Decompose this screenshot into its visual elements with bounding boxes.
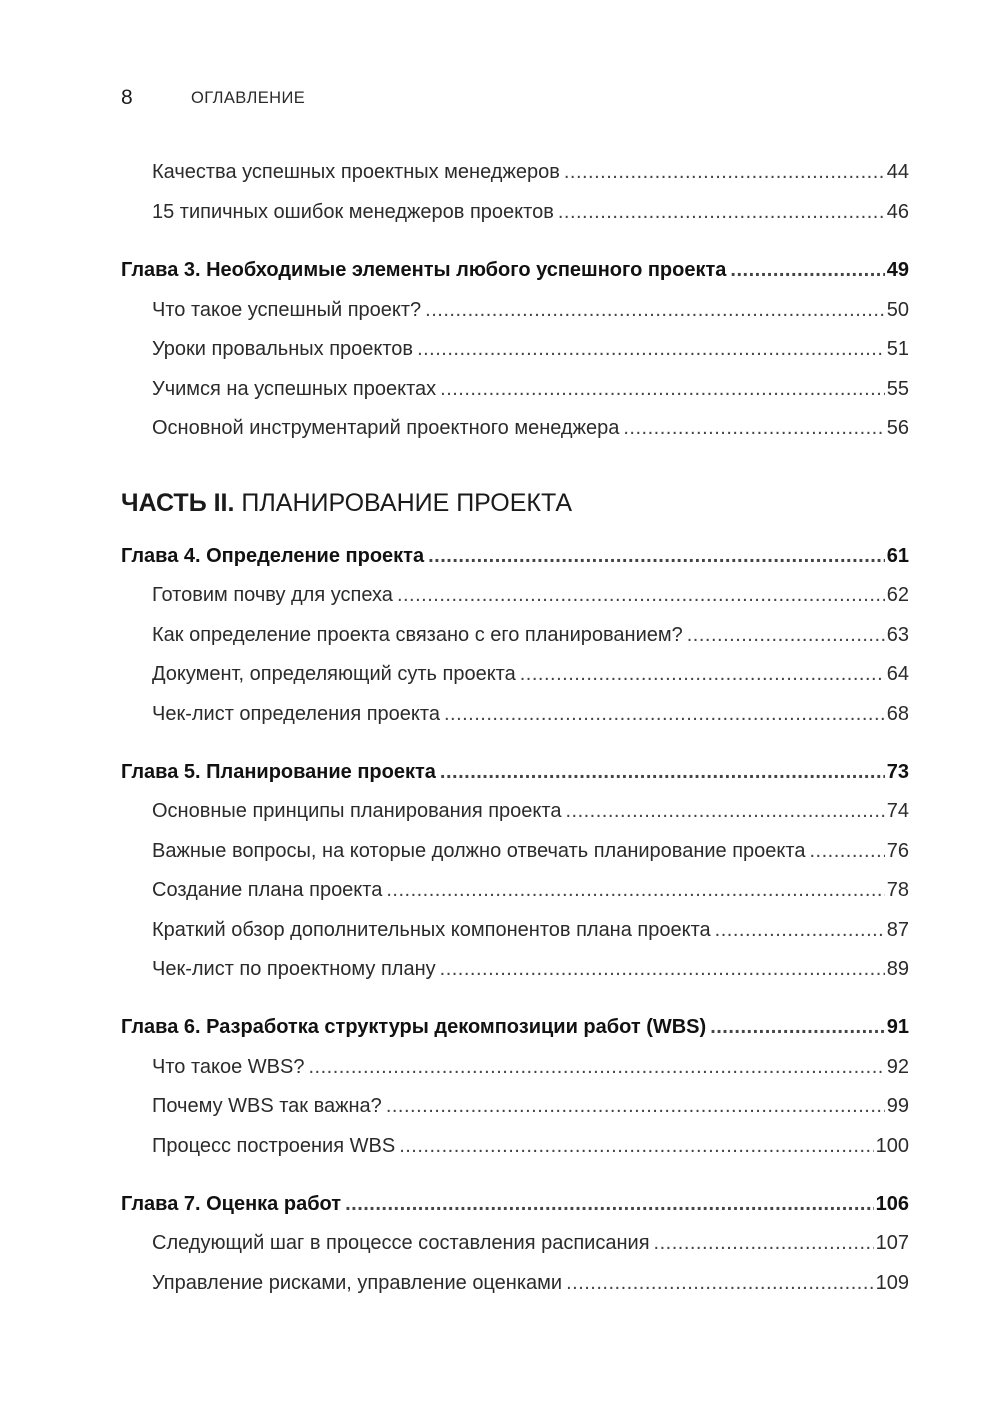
toc-entry-page: 61	[886, 545, 909, 567]
toc-section-entry	[121, 581, 909, 609]
toc-section-entry	[121, 414, 909, 442]
toc-entry-title: Документ, определяющий суть проекта	[152, 663, 516, 685]
dot-leader	[710, 1013, 885, 1041]
toc-section-entry	[121, 660, 909, 688]
toc-chapter-entry	[121, 542, 909, 570]
dot-leader	[397, 581, 885, 609]
toc-entry-title: Краткий обзор дополнительных компонентов плана проекта	[152, 919, 711, 941]
toc-entry-page: 76	[886, 840, 909, 862]
toc-section-entry	[121, 198, 909, 226]
toc-entry-page: 78	[886, 879, 909, 901]
toc-entry-page: 92	[886, 1056, 909, 1078]
toc-section-entry	[121, 955, 909, 983]
toc-entry-title: Следующий шаг в процессе составления расписания	[152, 1232, 650, 1254]
dot-leader	[444, 700, 885, 728]
toc-section-entry	[121, 837, 909, 865]
dot-leader	[428, 542, 885, 570]
toc-entry-page: 109	[875, 1272, 909, 1294]
toc-section-entry	[121, 335, 909, 363]
dot-leader	[558, 198, 885, 226]
toc-entry-title: Процесс построения WBS	[152, 1135, 396, 1157]
toc-entry-title: Качества успешных проектных менеджеров	[152, 161, 560, 183]
toc-chapter-entry	[121, 1190, 909, 1218]
dot-leader	[440, 955, 885, 983]
toc-section-entry	[121, 1229, 909, 1257]
toc-entry-title: Глава 4. Определение проекта	[121, 545, 425, 567]
dot-leader	[565, 797, 884, 825]
dot-leader	[386, 1092, 885, 1120]
toc-section-entry	[121, 621, 909, 649]
running-head	[121, 86, 910, 114]
toc-entry-title: 15 типичных ошибок менеджеров проектов	[152, 201, 554, 223]
toc-entry-page: 89	[886, 958, 909, 980]
toc-section-entry	[121, 1269, 909, 1297]
dot-leader	[715, 916, 885, 944]
toc-entry-page: 74	[886, 800, 909, 822]
part-heading	[121, 487, 572, 519]
toc-chapter-entry	[121, 1013, 909, 1041]
toc-entry-page: 51	[886, 338, 909, 360]
toc-entry-title: Чек-лист по проектному плану	[152, 958, 436, 980]
toc-section-entry	[121, 1092, 909, 1120]
dot-leader	[730, 256, 884, 284]
dot-leader	[623, 414, 884, 442]
toc-entry-page: 68	[886, 703, 909, 725]
toc-entry-page: 99	[886, 1095, 909, 1117]
toc-entry-title: Что такое WBS?	[152, 1056, 305, 1078]
toc-entry-page: 56	[886, 417, 909, 439]
part-title: ПЛАНИРОВАНИЕ ПРОЕКТА	[241, 489, 573, 517]
dot-leader	[345, 1190, 874, 1218]
toc-entry-page: 87	[886, 919, 909, 941]
dot-leader	[809, 837, 884, 865]
dot-leader	[308, 1053, 884, 1081]
dot-leader	[440, 758, 885, 786]
toc-entry-title: Как определение проекта связано с его планированием?	[152, 624, 683, 646]
toc-chapter-entry	[121, 758, 909, 786]
toc-entry-title: Глава 7. Оценка работ	[121, 1193, 342, 1215]
toc-entry-page: 91	[886, 1016, 909, 1038]
toc-entry-page: 46	[886, 201, 909, 223]
toc-section-entry	[121, 876, 909, 904]
toc-entry-title: Важные вопросы, на которые должно отвечать планирование проекта	[152, 840, 806, 862]
toc-entry-page: 62	[886, 584, 909, 606]
dot-leader	[399, 1132, 873, 1160]
toc-section-entry	[121, 916, 909, 944]
toc-entry-page: 106	[875, 1193, 909, 1215]
toc-entry-page: 55	[886, 378, 909, 400]
toc-entry-title: Создание плана проекта	[152, 879, 383, 901]
dot-leader	[654, 1229, 874, 1257]
running-head-title: ОГЛАВЛЕНИЕ	[191, 89, 306, 107]
toc-section-entry	[121, 700, 909, 728]
toc-entry-title: Чек-лист определения проекта	[152, 703, 440, 725]
dot-leader	[564, 158, 885, 186]
toc-entry-page: 64	[886, 663, 909, 685]
toc-section-entry	[121, 375, 909, 403]
toc-entry-title: Глава 3. Необходимые элементы любого успешного проекта	[121, 259, 727, 281]
dot-leader	[425, 296, 885, 324]
dot-leader	[566, 1269, 874, 1297]
dot-leader	[520, 660, 885, 688]
toc-entry-title: Почему WBS так важна?	[152, 1095, 382, 1117]
toc-entry-page: 107	[875, 1232, 909, 1254]
toc-entry-title: Учимся на успешных проектах	[152, 378, 437, 400]
toc-entry-title: Основной инструментарий проектного менеджера	[152, 417, 620, 439]
toc-entry-page: 50	[886, 299, 909, 321]
dot-leader	[417, 335, 885, 363]
toc-entry-title: Что такое успешный проект?	[152, 299, 422, 321]
dot-leader	[386, 876, 884, 904]
toc-section-entry	[121, 1132, 909, 1160]
toc-section-entry	[121, 296, 909, 324]
dot-leader	[687, 621, 885, 649]
dot-leader	[440, 375, 885, 403]
toc-entry-title: Глава 5. Планирование проекта	[121, 761, 436, 783]
toc-entry-page: 44	[886, 161, 909, 183]
toc-entry-title: Уроки провальных проектов	[152, 338, 414, 360]
page-number: 8	[121, 86, 133, 109]
toc-section-entry	[121, 797, 909, 825]
toc-entry-page: 49	[886, 259, 909, 281]
toc-entry-page: 73	[886, 761, 909, 783]
part-label: ЧАСТЬ II.	[121, 489, 235, 517]
toc-entry-title: Готовим почву для успеха	[152, 584, 393, 606]
toc-entry-page: 63	[886, 624, 909, 646]
toc-entry-title: Глава 6. Разработка структуры декомпозиции работ (WBS)	[121, 1016, 707, 1038]
toc-chapter-entry	[121, 256, 909, 284]
toc-entry-title: Основные принципы планирования проекта	[152, 800, 562, 822]
toc-entry-page: 100	[875, 1135, 909, 1157]
toc-entry-title: Управление рисками, управление оценками	[152, 1272, 563, 1294]
toc-section-entry	[121, 158, 909, 186]
toc-section-entry	[121, 1053, 909, 1081]
